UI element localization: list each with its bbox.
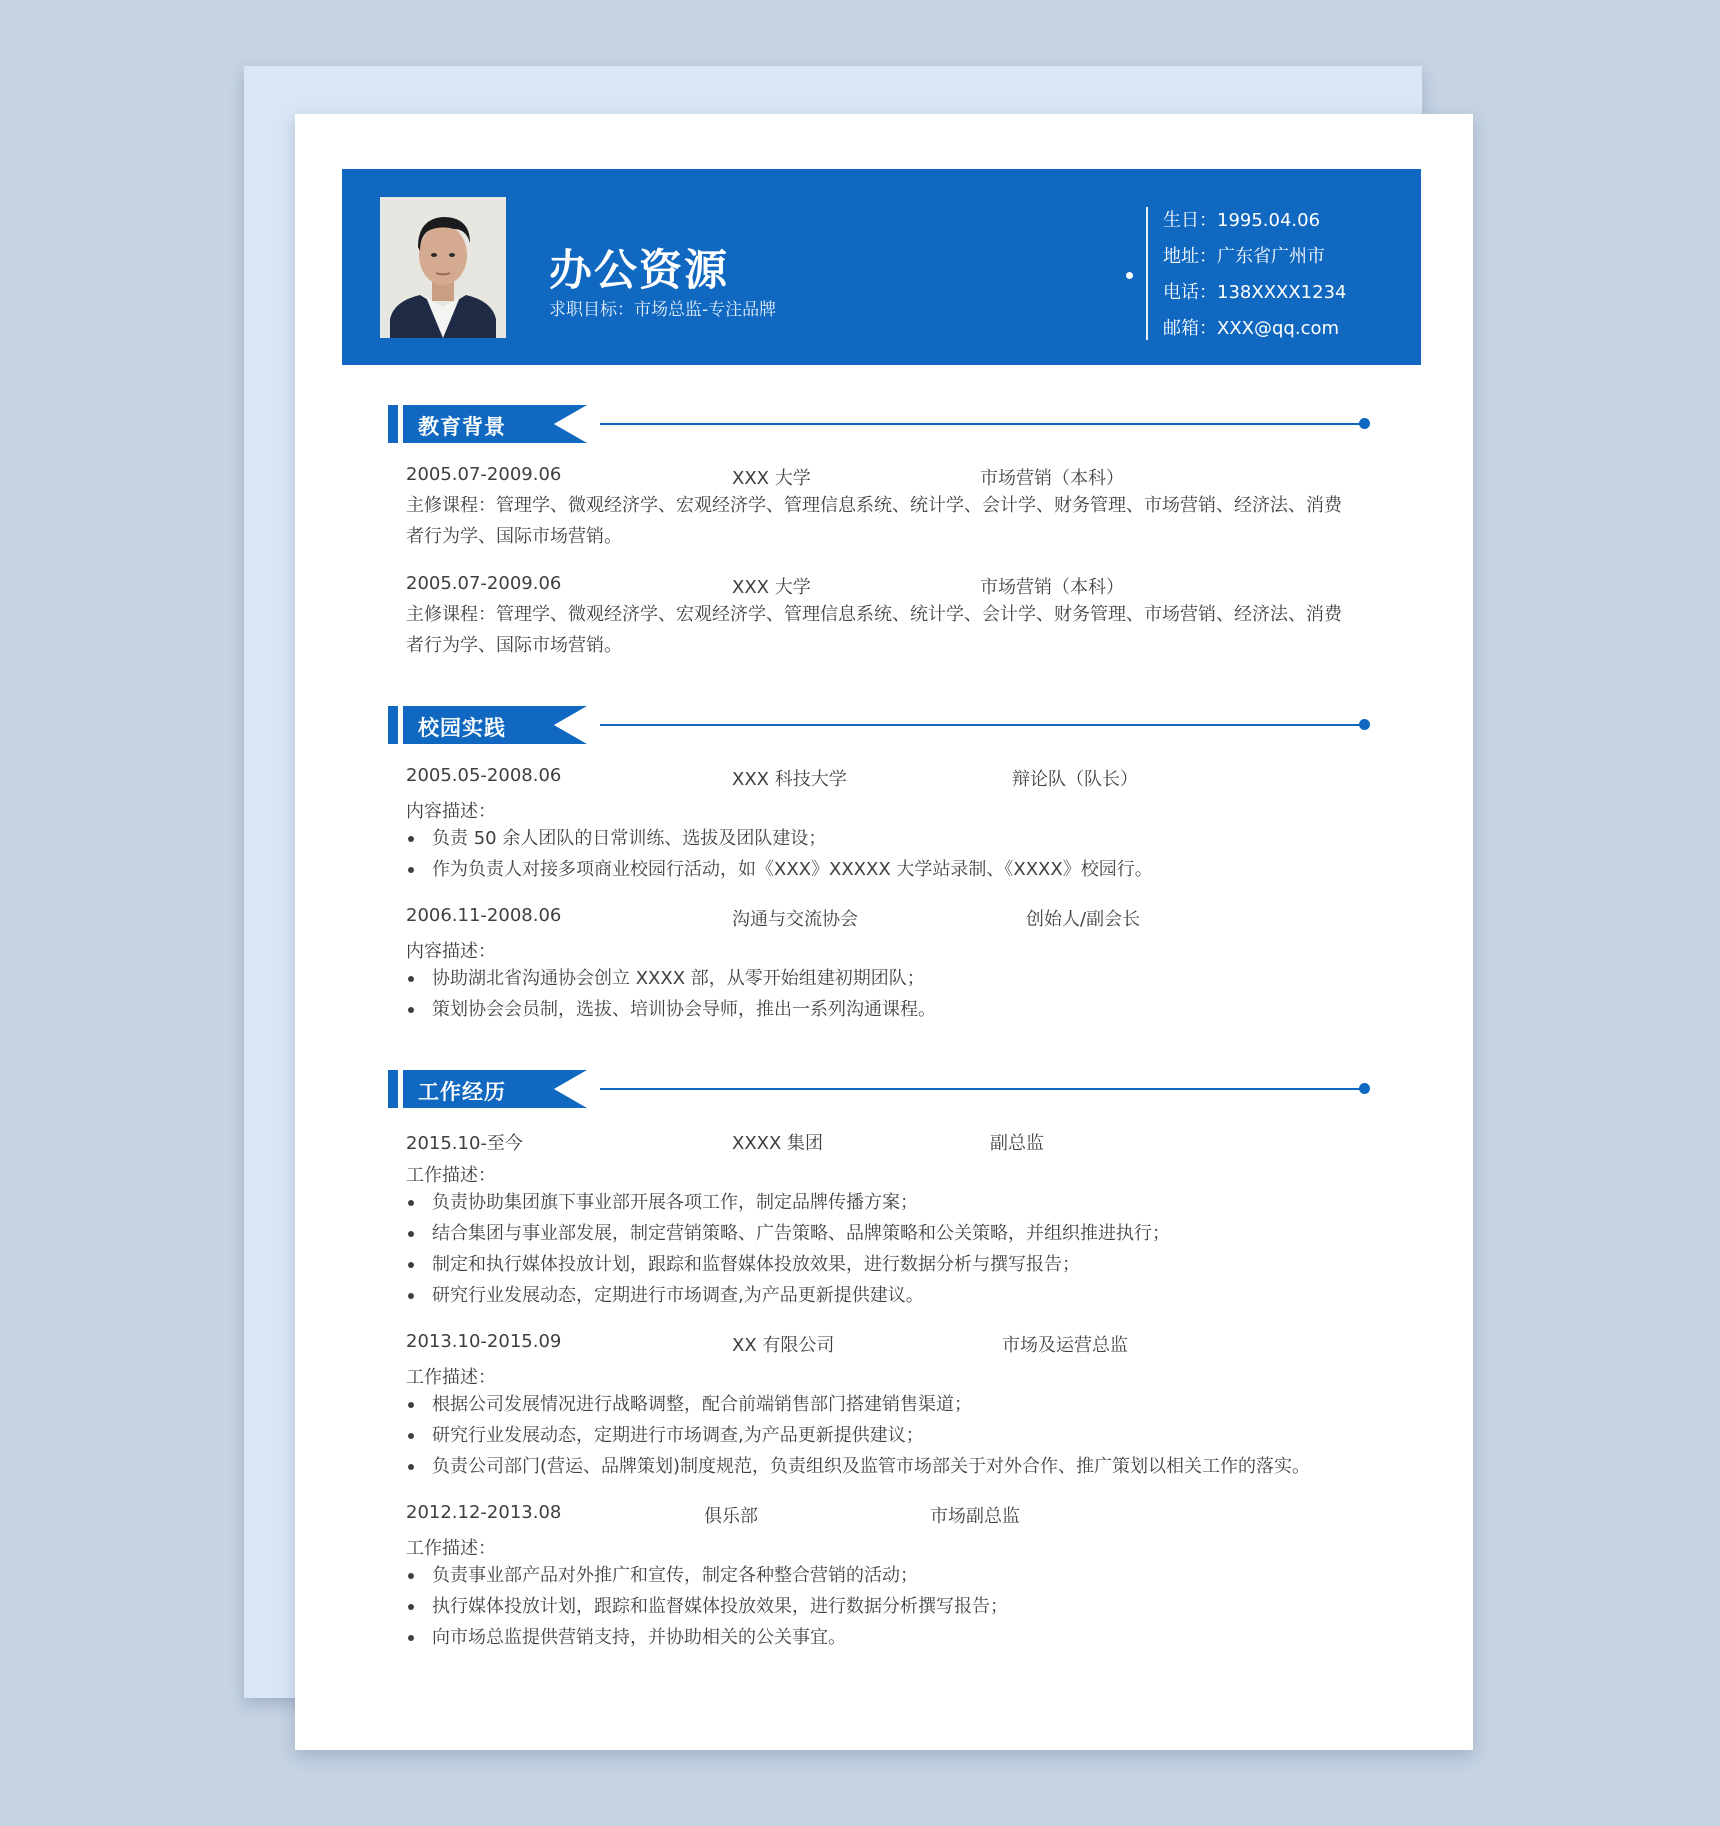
phone-label: 电话： bbox=[1163, 282, 1217, 303]
campus-entry-1-desc-label: 内容描述： bbox=[406, 801, 496, 822]
job-target-value: 市场总监-专注品牌 bbox=[634, 300, 777, 320]
list-item: 执行媒体投放计划，跟踪和监督媒体投放效果，进行数据分析撰写报告； bbox=[406, 1591, 1008, 1622]
entry-date: 2005.07-2009.06 bbox=[406, 464, 562, 485]
birth-value: 1995.04.06 bbox=[1217, 210, 1321, 231]
entry-org: XX 有限公司 bbox=[732, 1335, 835, 1356]
section-dot bbox=[1359, 719, 1370, 730]
resume-header bbox=[342, 169, 1421, 365]
section-bar bbox=[388, 706, 398, 744]
entry-role: 创始人/副会长 bbox=[1026, 909, 1141, 930]
section-bar bbox=[388, 1070, 398, 1108]
section-title: 校园实践 bbox=[418, 716, 506, 740]
address-info bbox=[1163, 239, 1347, 275]
address-label: 地址： bbox=[1163, 246, 1217, 267]
entry-org: 俱乐部 bbox=[704, 1506, 758, 1527]
education-entry-2-courses: 主修课程：管理学、微观经济学、宏观经济学、管理信息系统、统计学、会计学、财务管理、市场营销、经济法、消费者行为学、国际市场营销。 bbox=[406, 604, 1342, 656]
list-item: 研究行业发展动态，定期进行市场调查,为产品更新提供建议。 bbox=[406, 1280, 1170, 1311]
campus-entry-1-items bbox=[406, 823, 1153, 885]
section-header-work bbox=[388, 1070, 1368, 1108]
job-target-label: 求职目标： bbox=[549, 300, 634, 320]
list-item: 协助湖北省沟通协会创立 XXXX 部，从零开始组建初期团队； bbox=[406, 963, 936, 994]
entry-org: 沟通与交流协会 bbox=[732, 909, 858, 930]
list-item: 负责事业部产品对外推广和宣传，制定各种整合营销的活动； bbox=[406, 1560, 1008, 1591]
section-bar bbox=[388, 405, 398, 443]
entry-date: 2005.07-2009.06 bbox=[406, 573, 562, 594]
campus-entry-2-items bbox=[406, 963, 936, 1025]
list-item: 负责协助集团旗下事业部开展各项工作，制定品牌传播方案； bbox=[406, 1187, 1170, 1218]
candidate-name: 办公资源 bbox=[549, 246, 729, 296]
work-entry-3-desc-label: 工作描述： bbox=[406, 1538, 496, 1559]
section-title: 教育背景 bbox=[418, 415, 506, 439]
section-line bbox=[600, 1088, 1366, 1090]
email-label: 邮箱： bbox=[1163, 318, 1217, 339]
birth-label: 生日： bbox=[1163, 210, 1217, 231]
phone-value: 138XXXX1234 bbox=[1217, 282, 1347, 303]
entry-date: 2013.10-2015.09 bbox=[406, 1331, 562, 1352]
job-target bbox=[549, 295, 776, 320]
section-header-education bbox=[388, 405, 1368, 443]
section-title: 工作经历 bbox=[418, 1080, 506, 1104]
work-entry-1-desc-label: 工作描述： bbox=[406, 1165, 496, 1186]
work-entry-3-items bbox=[406, 1560, 1008, 1653]
list-item: 负责公司部门(营运、品牌策划)制度规范，负责组织及监管市场部关于对外合作、推广策划以相关工作的落实。 bbox=[406, 1451, 1310, 1482]
entry-role: 副总监 bbox=[990, 1133, 1044, 1154]
section-header-campus bbox=[388, 706, 1368, 744]
work-entry-1-items bbox=[406, 1187, 1170, 1311]
entry-major: 市场营销（本科） bbox=[980, 468, 1124, 489]
entry-date: 2005.05-2008.06 bbox=[406, 765, 562, 786]
entry-org: XXX 科技大学 bbox=[732, 769, 847, 790]
header-divider-line bbox=[1146, 207, 1148, 340]
entry-org: XXXX 集团 bbox=[732, 1133, 824, 1154]
section-dot bbox=[1359, 1083, 1370, 1094]
section-dot bbox=[1359, 418, 1370, 429]
entry-date: 2015.10-至今 bbox=[406, 1133, 523, 1154]
list-item: 研究行业发展动态，定期进行市场调查,为产品更新提供建议； bbox=[406, 1420, 1310, 1451]
contact-info bbox=[1163, 203, 1347, 347]
birth-info bbox=[1163, 203, 1347, 239]
email-value: XXX@qq.com bbox=[1217, 318, 1340, 339]
list-item: 负责 50 余人团队的日常训练、选拔及团队建设； bbox=[406, 823, 1153, 854]
entry-school: XXX 大学 bbox=[732, 468, 811, 489]
address-value: 广东省广州市 bbox=[1217, 246, 1325, 267]
campus-entry-2-desc-label: 内容描述： bbox=[406, 941, 496, 962]
list-item: 作为负责人对接多项商业校园行活动，如《XXX》XXXXX 大学站录制、《XXXX》校园行。 bbox=[406, 854, 1153, 885]
entry-date: 2012.12-2013.08 bbox=[406, 1502, 562, 1523]
list-item: 结合集团与事业部发展，制定营销策略、广告策略、品牌策略和公关策略，并组织推进执行； bbox=[406, 1218, 1170, 1249]
list-item: 根据公司发展情况进行战略调整，配合前端销售部门搭建销售渠道； bbox=[406, 1389, 1310, 1420]
list-item: 制定和执行媒体投放计划，跟踪和监督媒体投放效果，进行数据分析与撰写报告； bbox=[406, 1249, 1170, 1280]
section-line bbox=[600, 423, 1366, 425]
portrait-image bbox=[380, 197, 506, 338]
entry-role: 市场及运营总监 bbox=[1002, 1335, 1128, 1356]
list-item: 向市场总监提供营销支持，并协助相关的公关事宜。 bbox=[406, 1622, 1008, 1653]
list-item: 策划协会会员制，选拔、培训协会导师，推出一系列沟通课程。 bbox=[406, 994, 936, 1025]
work-entry-2-items bbox=[406, 1389, 1310, 1482]
section-line bbox=[600, 724, 1366, 726]
entry-role: 市场副总监 bbox=[930, 1506, 1020, 1527]
resume-page bbox=[295, 114, 1473, 1750]
work-entry-2-desc-label: 工作描述： bbox=[406, 1367, 496, 1388]
entry-role: 辩论队（队长） bbox=[1012, 769, 1138, 790]
profile-photo bbox=[380, 197, 506, 338]
phone-info bbox=[1163, 275, 1347, 311]
entry-major: 市场营销（本科） bbox=[980, 577, 1124, 598]
header-divider-dot bbox=[1126, 272, 1133, 279]
entry-school: XXX 大学 bbox=[732, 577, 811, 598]
education-entry-1-courses: 主修课程：管理学、微观经济学、宏观经济学、管理信息系统、统计学、会计学、财务管理、市场营销、经济法、消费者行为学、国际市场营销。 bbox=[406, 495, 1342, 547]
entry-date: 2006.11-2008.06 bbox=[406, 905, 562, 926]
email-info bbox=[1163, 311, 1347, 347]
